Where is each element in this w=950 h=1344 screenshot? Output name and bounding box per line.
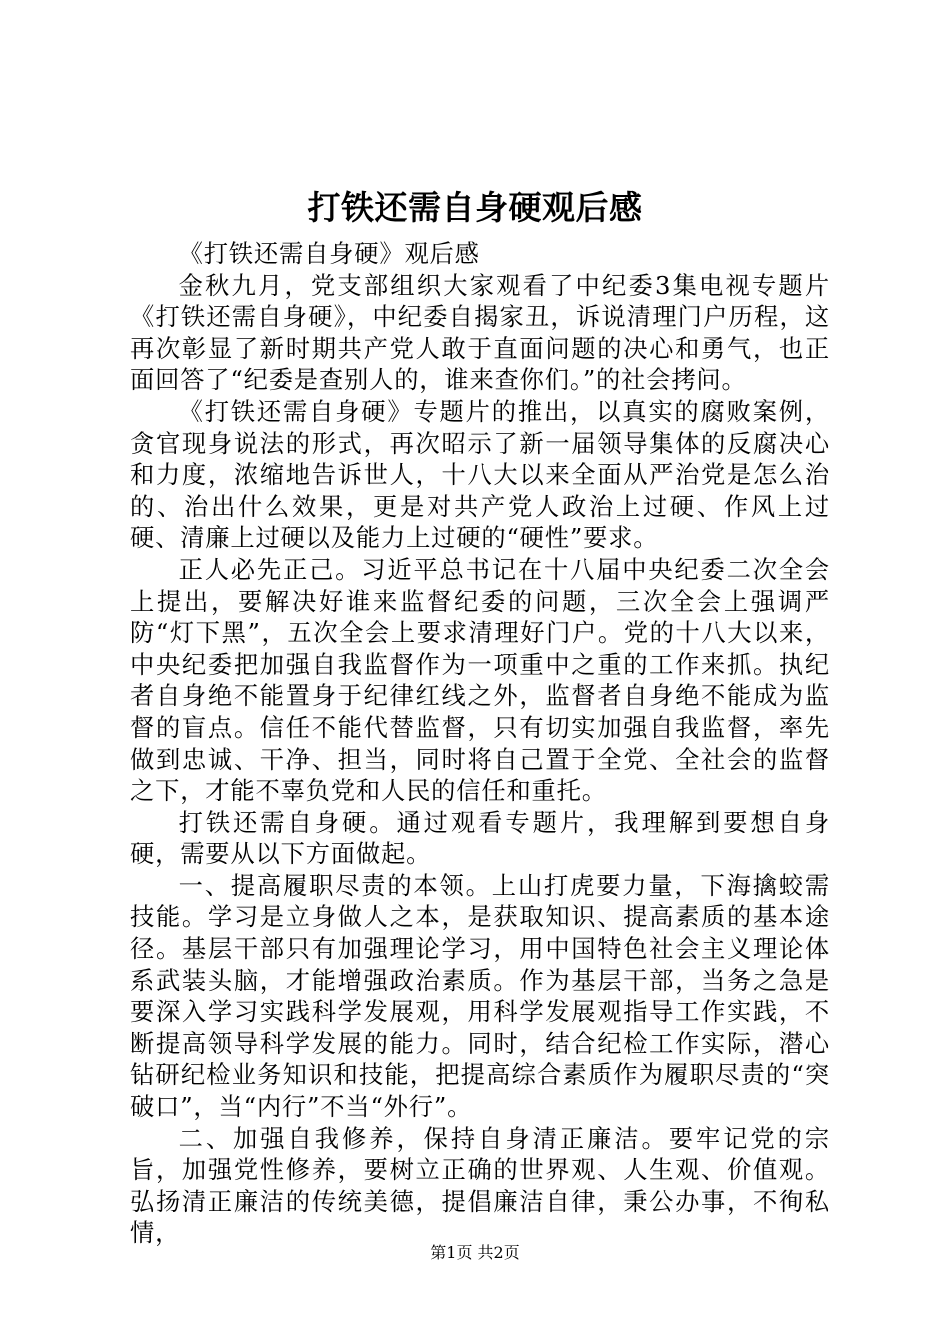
paragraph: 金秋九月，党支部组织大家观看了中纪委3集电视专题片《打铁还需自身硬》，中纪委自揭家丑，诉说清理门户历程，这再次彰显了新时期共产党人敢于直面问题的决心和勇气，也正面回答了“纪委是查别人的，谁来查你们。”的社会拷问。	[130, 270, 830, 395]
paragraph: 正人必先正己。习近平总书记在十八届中央纪委二次全会上提出，要解决好谁来监督纪委的问题，三次全会上强调严防“灯下黑”，五次全会上要求清理好门户。党的十八大以来，中央纪委把加强自我监督作为一项重中之重的工作来抓。执纪者自身绝不能置身于纪律红线之外，监督者自身绝不能成为监督的盲点。信任不能代替监督，只有切实加强自我监督，率先做到忠诚、干净、担当，同时将自己置于全党、全社会的监督之下，才能不辜负党和人民的信任和重托。	[130, 554, 830, 806]
paragraph-subtitle: 《打铁还需自身硬》观后感	[178, 239, 480, 268]
document-body	[130, 238, 830, 1249]
paragraph: 打铁还需自身硬。通过观看专题片，我理解到要想自身硬，需要从以下方面做起。	[130, 807, 830, 869]
paragraph: 《打铁还需自身硬》专题片的推出，以真实的腐败案例，贪官现身说法的形式，再次昭示了新一届领导集体的反腐决心和力度，浓缩地告诉世人，十八大以来全面从严治党是怎么治的、治出什么效果，更是对共产党人政治上过硬、作风上过硬、清廉上过硬以及能力上过硬的“硬性”要求。	[130, 396, 830, 553]
page-footer: 第1页 共2页	[430, 1243, 520, 1262]
paragraph: 一、提高履职尽责的本领。上山打虎要力量，下海擒蛟需技能。学习是立身做人之本，是获取知识、提高素质的基本途径。基层干部只有加强理论学习，用中国特色社会主义理论体系武装头脑，才能增强政治素质。作为基层干部，当务之急是要深入学习实践科学发展观，用科学发展观指导工作实践，不断提高领导科学发展的能力。同时，结合纪检工作实际，潜心钻研纪检业务知识和技能，把提高综合素质作为履职尽责的“突破口”，当“内行”不当“外行”。	[130, 870, 830, 1122]
paragraph: 二、加强自我修养，保持自身清正廉洁。要牢记党的宗旨，加强党性修养，要树立正确的世界观、人生观、价值观。弘扬清正廉洁的传统美德，提倡廉洁自律，秉公办事，不徇私情，	[130, 1123, 830, 1248]
page-title: 打铁还需自身硬观后感	[307, 188, 643, 227]
